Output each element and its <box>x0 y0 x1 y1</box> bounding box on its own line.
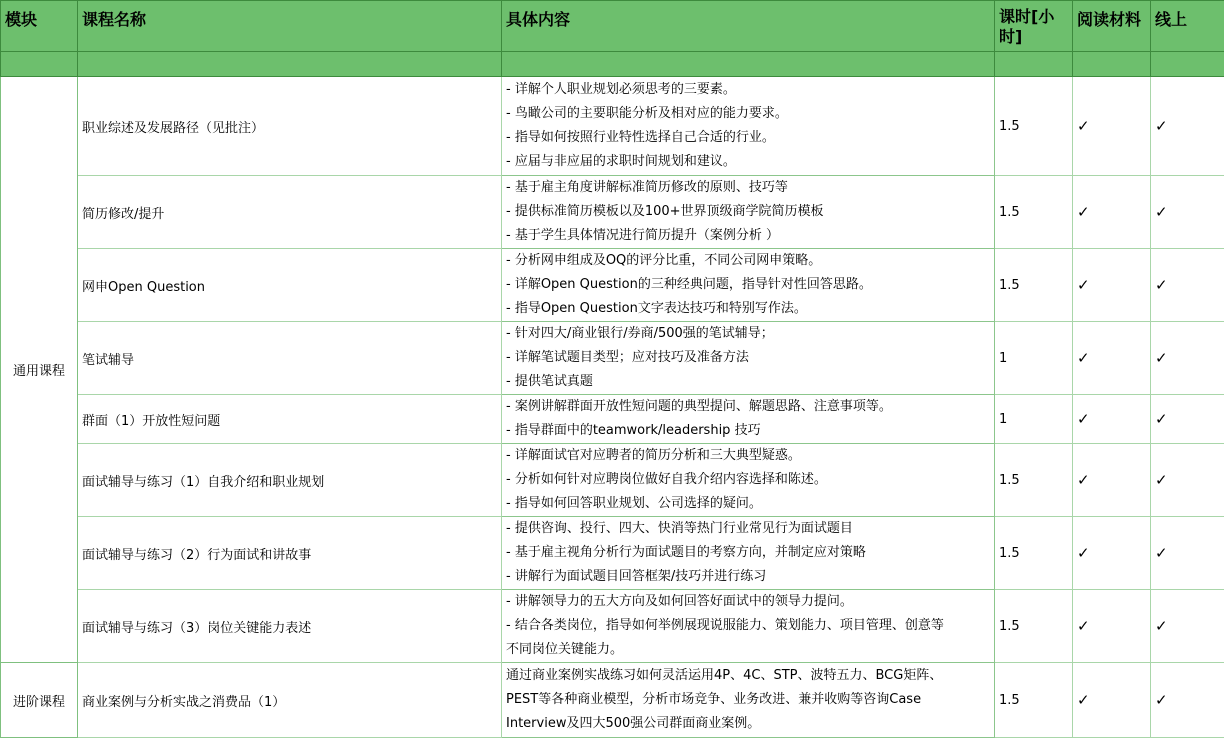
content-line: - 提供标准简历模板以及100+世界顶级商学院简历模板 <box>506 200 990 224</box>
header-spacer-cell <box>995 52 1073 77</box>
content-line: - 应届与非应届的求职时间规划和建议。 <box>506 150 990 174</box>
course-content <box>502 176 995 249</box>
header-spacer-cell <box>78 52 502 77</box>
reading-check-icon: ✓ <box>1073 322 1151 395</box>
reading-check-icon: ✓ <box>1073 176 1151 249</box>
content-line: - 指导如何回答职业规划、公司选择的疑问。 <box>506 492 990 516</box>
content-line: - 讲解行为面试题目回答框架/技巧并进行练习 <box>506 565 990 589</box>
content-line: - 针对四大/商业银行/券商/500强的笔试辅导； <box>506 322 990 346</box>
table-row <box>1 77 1224 176</box>
reading-check-icon: ✓ <box>1073 517 1151 590</box>
course-content <box>502 444 995 517</box>
course-name: 笔试辅导 <box>78 322 502 395</box>
content-line: - 指导Open Question文字表达技巧和特别写作法。 <box>506 297 990 321</box>
course-name: 面试辅导与练习（3）岗位关键能力表述 <box>78 590 502 663</box>
course-name: 商业案例与分析实战之消费品（1） <box>78 663 502 738</box>
content-line: - 详解笔试题目类型；应对技巧及准备方法 <box>506 346 990 370</box>
table-row <box>1 590 1224 663</box>
content-line: - 鸟瞰公司的主要职能分析及相对应的能力要求。 <box>506 102 990 126</box>
course-content <box>502 590 995 663</box>
course-hours: 1.5 <box>995 176 1073 249</box>
reading-check-icon: ✓ <box>1073 444 1151 517</box>
content-line: - 提供笔试真题 <box>506 370 990 394</box>
content-line: 不同岗位关键能力。 <box>506 638 990 662</box>
header-course-name: 课程名称 <box>78 1 502 52</box>
content-line: - 结合各类岗位，指导如何举例展现说服能力、策划能力、项目管理、创意等 <box>506 614 990 638</box>
course-hours: 1.5 <box>995 663 1073 738</box>
content-line: - 详解Open Question的三种经典问题，指导针对性回答思路。 <box>506 273 990 297</box>
course-content <box>502 249 995 322</box>
online-check-icon: ✓ <box>1151 77 1224 176</box>
header-spacer-cell <box>1073 52 1151 77</box>
course-content <box>502 322 995 395</box>
reading-check-icon: ✓ <box>1073 395 1151 444</box>
course-name: 面试辅导与练习（1）自我介绍和职业规划 <box>78 444 502 517</box>
content-line: - 详解个人职业规划必须思考的三要素。 <box>506 78 990 102</box>
header-content: 具体内容 <box>502 1 995 52</box>
content-line: 通过商业案例实战练习如何灵活运用4P、4C、STP、波特五力、BCG矩阵、 <box>506 664 990 688</box>
online-check-icon: ✓ <box>1151 517 1224 590</box>
course-hours: 1 <box>995 395 1073 444</box>
table-row <box>1 395 1224 444</box>
online-check-icon: ✓ <box>1151 249 1224 322</box>
header-reading: 阅读材料 <box>1073 1 1151 52</box>
content-line: - 基于雇主视角分析行为面试题目的考察方向，并制定应对策略 <box>506 541 990 565</box>
content-line: - 指导如何按照行业特性选择自己合适的行业。 <box>506 126 990 150</box>
reading-check-icon: ✓ <box>1073 590 1151 663</box>
online-check-icon: ✓ <box>1151 590 1224 663</box>
course-name: 群面（1）开放性短问题 <box>78 395 502 444</box>
course-content <box>502 517 995 590</box>
module-cell-general: 通用课程 <box>1 77 78 663</box>
header-module: 模块 <box>1 1 78 52</box>
reading-check-icon: ✓ <box>1073 249 1151 322</box>
content-line: - 讲解领导力的五大方向及如何回答好面试中的领导力提问。 <box>506 590 990 614</box>
course-content <box>502 395 995 444</box>
online-check-icon: ✓ <box>1151 663 1224 738</box>
header-spacer-cell <box>1151 52 1224 77</box>
online-check-icon: ✓ <box>1151 176 1224 249</box>
content-line: Interview及四大500强公司群面商业案例。 <box>506 712 990 736</box>
course-hours: 1.5 <box>995 249 1073 322</box>
course-hours: 1.5 <box>995 590 1073 663</box>
header-spacer-cell <box>1 52 78 77</box>
table-row <box>1 176 1224 249</box>
online-check-icon: ✓ <box>1151 322 1224 395</box>
header-hours: 课时[小时] <box>995 1 1073 52</box>
table-row <box>1 444 1224 517</box>
table-row <box>1 663 1224 738</box>
table-row <box>1 517 1224 590</box>
course-content <box>502 77 995 176</box>
content-line: - 指导群面中的teamwork/leadership 技巧 <box>506 419 990 443</box>
content-line: - 基于学生具体情况进行简历提升（案例分析 ） <box>506 224 990 248</box>
content-line: - 分析如何针对应聘岗位做好自我介绍内容选择和陈述。 <box>506 468 990 492</box>
course-hours: 1.5 <box>995 517 1073 590</box>
table-row <box>1 322 1224 395</box>
content-line: - 案例讲解群面开放性短问题的典型提问、解题思路、注意事项等。 <box>506 395 990 419</box>
online-check-icon: ✓ <box>1151 444 1224 517</box>
reading-check-icon: ✓ <box>1073 77 1151 176</box>
content-line: - 分析网申组成及OQ的评分比重，不同公司网申策略。 <box>506 249 990 273</box>
content-line: - 详解面试官对应聘者的简历分析和三大典型疑惑。 <box>506 444 990 468</box>
course-name: 简历修改/提升 <box>78 176 502 249</box>
online-check-icon: ✓ <box>1151 395 1224 444</box>
reading-check-icon: ✓ <box>1073 663 1151 738</box>
module-cell-advanced: 进阶课程 <box>1 663 78 738</box>
table-row <box>1 249 1224 322</box>
course-hours: 1 <box>995 322 1073 395</box>
content-line: - 提供咨询、投行、四大、快消等热门行业常见行为面试题目 <box>506 517 990 541</box>
course-name: 面试辅导与练习（2）行为面试和讲故事 <box>78 517 502 590</box>
course-content <box>502 663 995 738</box>
course-name: 网申Open Question <box>78 249 502 322</box>
header-spacer-row <box>1 52 1224 77</box>
course-name: 职业综述及发展路径（见批注） <box>78 77 502 176</box>
header-spacer-cell <box>502 52 995 77</box>
content-line: - 基于雇主角度讲解标准简历修改的原则、技巧等 <box>506 176 990 200</box>
course-hours: 1.5 <box>995 77 1073 176</box>
header-online: 线上 <box>1151 1 1224 52</box>
course-hours: 1.5 <box>995 444 1073 517</box>
content-line: PEST等各种商业模型，分析市场竞争、业务改进、兼并收购等咨询Case <box>506 688 990 712</box>
header-row <box>1 1 1224 52</box>
